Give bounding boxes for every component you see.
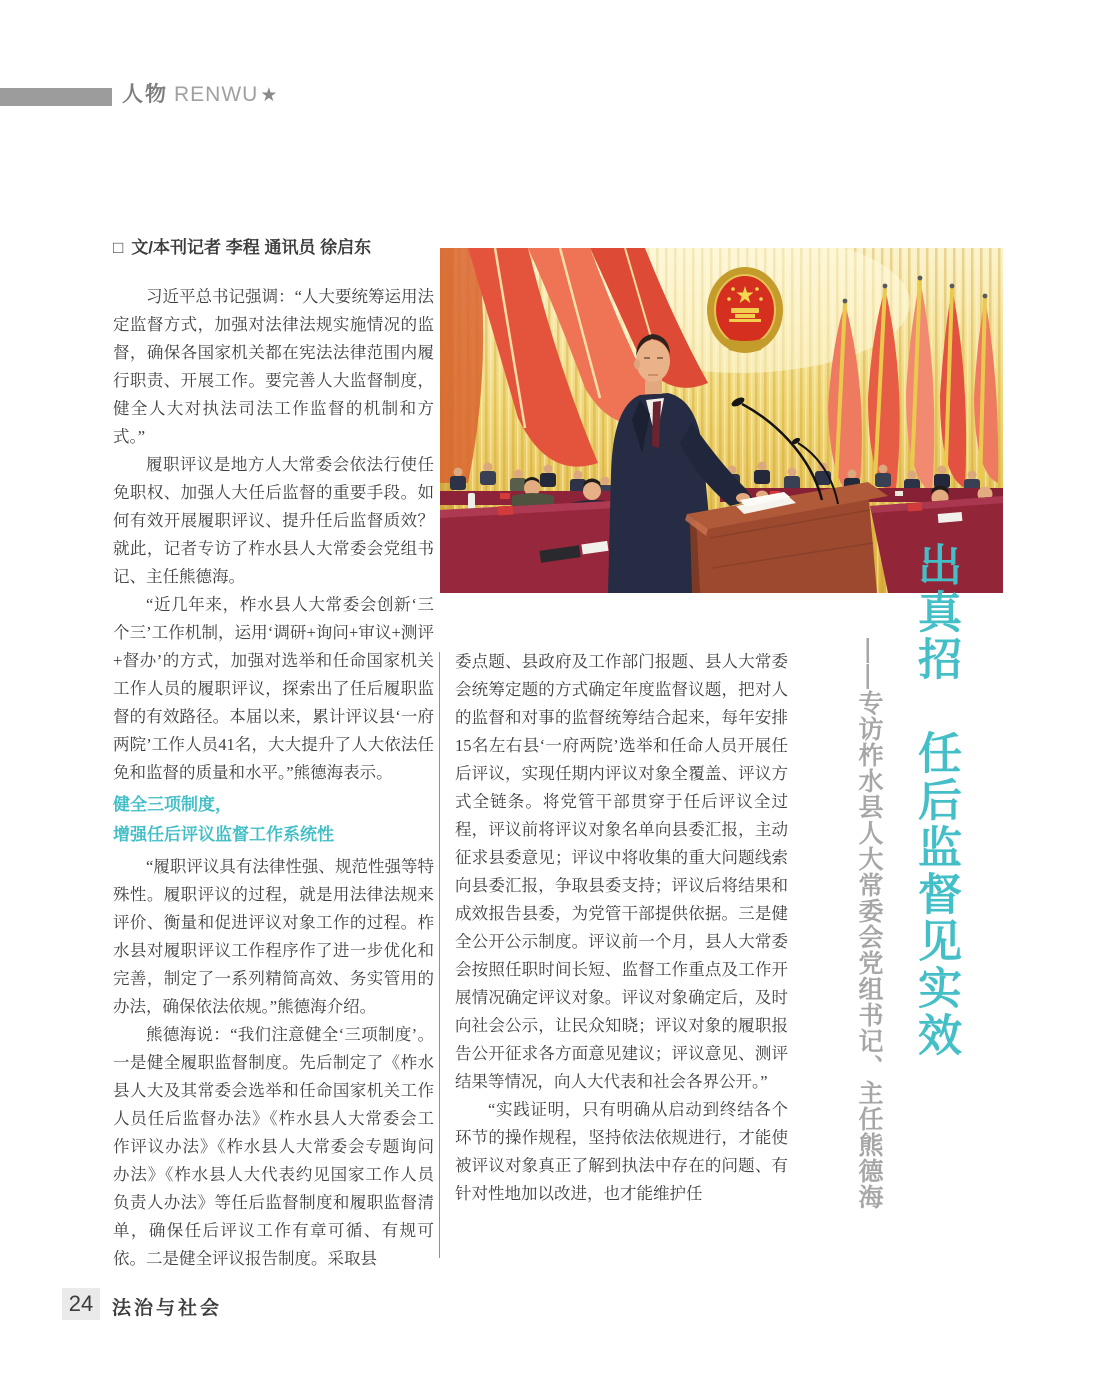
paragraph: 委点题、县政府及工作部门报题、县人大常委会统筹定题的方式确定年度监督议题，把对人的监督和对事的监督统筹结合起来，每年安排15名左右县‘一府两院’选举和任命人员开展任后评议，实现任期内评议对象全覆盖、评议方式全链条。将党管干部贯穿于任后评议全过程，评议前将评议对象名单向县委汇报，主动征求县委意见；评议中将收集的重大问题线索向县委汇报，争取县委支持；评议后将结果和成效报告县委，为党管干部提供依据。三是健全公开公示制度。评议前一个月，县人大常委会按照任职时间长短、监督工作重点及工作开展情况确定评议对象。评议对象确定后，及时向社会公示，让民众知晓；评议对象的履职报告公开征求各方面意见建议；评议意见、测评结果等情况，向人大代表和社会各界公开。”	[455, 652, 788, 1091]
subheading-line: 增强任后评议监督工作系统性	[113, 825, 334, 844]
section-bar	[0, 88, 112, 106]
article-subtitle-vertical: ——专访柞水县人大常委会党组书记、主任熊德海	[855, 638, 883, 1210]
section-title-cn: 人物	[122, 83, 168, 106]
article-title-vertical: 出真招 任后监督见实效	[911, 542, 960, 1059]
page-number: 24	[68, 1291, 94, 1316]
subheading-line: 健全三项制度，	[113, 795, 232, 814]
page-number-box	[62, 1288, 100, 1320]
byline-text: 文/本刊记者 李程 通讯员 徐启东	[131, 238, 372, 257]
paragraph: 习近平总书记强调：“人大要统筹运用法定监督方式，加强对法律法规实施情况的监督，确保各国家机关都在宪法法律范围内履行职责、开展工作。要完善人大监督制度，健全人大对执法司法工作监督的机制和方式。”	[113, 287, 434, 446]
column-divider	[439, 652, 440, 1258]
section-title-en: RENWU	[174, 83, 259, 106]
paragraph: 熊德海说：“我们注意健全‘三项制度’。一是健全履职监督制度。先后制定了《柞水县人大及其常委会选举和任命国家机关工作人员任后监督办法》《柞水县人大常委会工作评议办法》《柞水县人大常委会专题询问办法》《柞水县人大代表约见国家工作人员负责人办法》等任后监督制度和履职监督清单，确保任后评议工作有章可循、有规可依。二是健全评议报告制度。采取县	[113, 1025, 434, 1268]
article-left-column	[113, 283, 434, 1273]
article-middle-column	[455, 648, 788, 1208]
paragraph: “近几年来，柞水县人大常委会创新‘三个三’工作机制，运用‘调研+询问+审议+测评+督办’的方式，加强对选举和任命国家机关工作人员的履职评议，探索出了任后履职监督的有效路径。本届以来，累计评议县‘一府两院’工作人员41名，大大提升了人大依法任免和监督的质量和水平。”熊德海表示。	[113, 595, 434, 782]
section-header	[122, 78, 277, 108]
paragraph: “履职评议具有法律性强、规范性强等特殊性。履职评议的过程，就是用法律法规来评价、衡量和促进评议对象工作的过程。柞水县对履职评议工作程序作了进一步优化和完善，制定了一系列精简高效、务实管用的办法，确保依法依规。”熊德海介绍。	[113, 857, 434, 1016]
section-subheading	[113, 790, 434, 850]
magazine-name: 法治与社会	[112, 1298, 223, 1319]
paragraph: “实践证明，只有明确从启动到终结各个环节的操作规程，坚持依法依规进行，才能使被评议对象真正了解到执法中存在的问题、有针对性地加以改进，也才能维护任	[455, 1100, 788, 1203]
byline	[113, 233, 371, 258]
paragraph: 履职评议是地方人大常委会依法行使任免职权、加强人大任后监督的重要手段。如何有效开展履职评议、提升任后监督质效？就此，记者专访了柞水县人大常委会党组书记、主任熊德海。	[113, 455, 434, 586]
national-emblem	[707, 267, 783, 353]
star-icon: ★	[260, 85, 278, 106]
square-bullet-icon: □	[113, 238, 124, 257]
